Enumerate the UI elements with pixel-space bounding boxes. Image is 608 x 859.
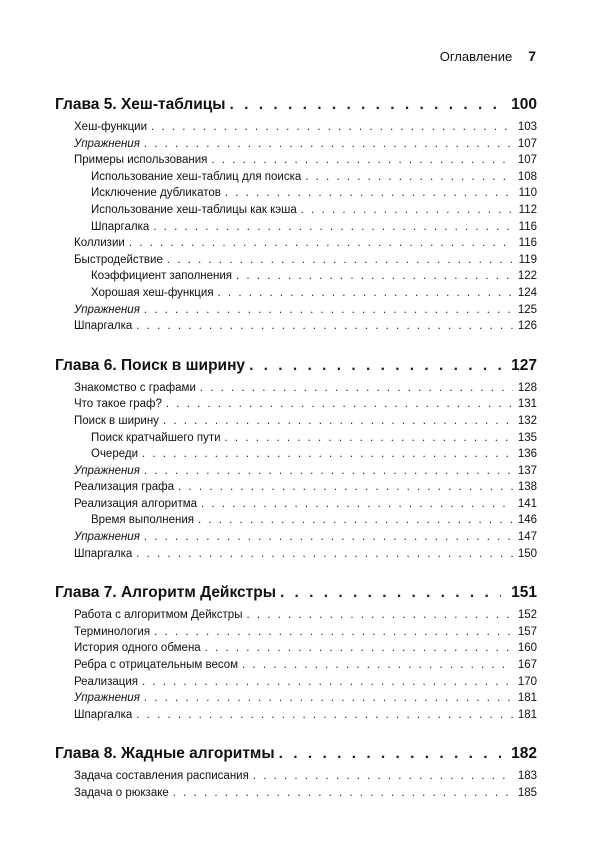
entry-page-number: 119 [518, 253, 537, 266]
toc-chapter [55, 582, 537, 723]
dot-leader [144, 529, 513, 546]
entry-page-number: 141 [517, 497, 537, 510]
dot-leader [236, 268, 513, 285]
toc-section-entry[interactable] [55, 529, 537, 546]
entry-page-number: 107 [517, 154, 537, 167]
toc-subsection-entry[interactable] [55, 285, 537, 302]
chapter-page-number: 127 [511, 356, 537, 374]
toc-section-entry[interactable] [55, 302, 537, 319]
entry-page-number: 136 [517, 448, 537, 461]
entry-page-number: 147 [517, 531, 537, 544]
entry-page-number: 146 [517, 514, 537, 527]
toc-section-entry[interactable] [55, 252, 537, 269]
entry-page-number: 103 [517, 121, 537, 133]
entry-title: Шпаргалка [74, 708, 133, 721]
entry-page-number: 152 [517, 609, 537, 622]
entry-page-number: 135 [517, 431, 537, 444]
entry-page-number: 181 [517, 692, 537, 705]
page-number: 7 [528, 48, 536, 64]
toc-subsection-entry[interactable] [55, 219, 537, 236]
toc-section-entry[interactable] [55, 396, 537, 413]
dot-leader [153, 219, 513, 236]
chapter-heading[interactable] [55, 582, 537, 604]
toc-section-entry[interactable] [55, 318, 537, 335]
entry-title: Поиск в ширину [74, 414, 159, 427]
entry-title: Шпаргалка [74, 320, 133, 333]
entry-page-number: 132 [517, 414, 537, 427]
toc-subsection-entry[interactable] [55, 446, 537, 463]
toc-section-entry[interactable] [55, 640, 537, 657]
entry-page-number: 150 [517, 547, 537, 560]
toc-subsection-entry[interactable] [55, 202, 537, 219]
entry-page-number: 110 [518, 187, 537, 200]
entry-title: Реализация алгоритма [74, 497, 198, 510]
entry-page-number: 131 [517, 398, 537, 411]
toc-subsection-entry[interactable] [55, 268, 537, 285]
dot-leader [166, 396, 513, 413]
entry-page-number: 116 [518, 237, 537, 250]
dot-leader [129, 235, 513, 252]
dot-leader [242, 657, 513, 674]
entry-page-number: 138 [517, 481, 537, 494]
entry-page-number: 185 [517, 787, 537, 799]
dot-leader [167, 252, 513, 269]
entry-page-number: 112 [518, 203, 537, 216]
chapter-page-number: 151 [511, 584, 537, 602]
entry-title: Коллизии [74, 237, 125, 250]
entry-title: Шпаргалка [91, 220, 150, 233]
entry-title: Реализация [74, 675, 138, 688]
running-header [440, 48, 536, 64]
entry-page-number: 116 [518, 220, 537, 233]
entry-title: Поиск кратчайшего пути [91, 431, 221, 444]
dot-leader [279, 743, 501, 765]
dot-leader [163, 413, 513, 430]
entry-title: Хеш-функции [74, 121, 148, 133]
toc-section-entry[interactable] [55, 707, 537, 724]
entry-title: Быстродействие [74, 253, 163, 266]
entry-title: Использование хеш-таблиц для поиска [91, 170, 302, 183]
chapter-page-number: 182 [511, 745, 537, 763]
toc-section-entry[interactable] [55, 413, 537, 430]
entry-page-number: 157 [517, 625, 537, 638]
entry-title: Работа с алгоритмом Дейкстры [74, 609, 243, 622]
entry-page-number: 181 [517, 708, 537, 721]
entry-page-number: 183 [517, 770, 537, 783]
dot-leader [136, 546, 513, 563]
dot-leader [154, 624, 513, 641]
toc-section-entry[interactable] [55, 546, 537, 563]
toc-subsection-entry[interactable] [55, 185, 537, 202]
entry-page-number: 124 [517, 286, 537, 299]
dot-leader [225, 430, 513, 447]
dot-leader [136, 318, 513, 335]
dot-leader [151, 119, 513, 136]
dot-leader [144, 136, 513, 153]
entry-title: Время выполнения [91, 514, 194, 527]
dot-leader [142, 674, 513, 691]
toc-section-entry[interactable] [55, 768, 537, 785]
dot-leader [249, 355, 501, 377]
entry-page-number: 128 [517, 381, 537, 394]
dot-leader [305, 169, 513, 186]
chapter-heading[interactable] [55, 94, 537, 116]
chapter-title: Глава 7. Алгоритм Дейкстры [55, 584, 276, 602]
toc-section-entry[interactable] [55, 690, 537, 707]
toc-section-entry[interactable] [55, 624, 537, 641]
dot-leader [301, 202, 513, 219]
entry-page-number: 107 [517, 137, 537, 150]
chapter-title: Глава 6. Поиск в ширину [55, 356, 246, 374]
entry-title: Ребра с отрицательным весом [74, 659, 239, 672]
entry-title: Терминология [74, 625, 151, 638]
entry-title: История одного обмена [74, 642, 201, 655]
dot-leader [211, 152, 513, 169]
section-title: Оглавление [439, 49, 513, 64]
dot-leader [144, 690, 513, 707]
entry-title: Упражнения [74, 137, 140, 150]
chapter-title: Глава 5. Хеш-таблицы [55, 96, 226, 113]
dot-leader [230, 94, 501, 116]
entry-title: Реализация графа [74, 481, 175, 494]
dot-leader [144, 463, 513, 480]
entry-title: Использование хеш-таблицы как кэша [91, 203, 297, 216]
entry-title: Примеры использования [74, 154, 208, 167]
entry-title: Упражнения [74, 692, 140, 705]
entry-page-number: 137 [517, 464, 537, 477]
entry-title: Коэффициент заполнения [91, 270, 233, 283]
toc-chapter [55, 355, 537, 563]
toc-section-entry[interactable] [55, 235, 537, 252]
entry-title: Упражнения [74, 303, 140, 316]
dot-leader [246, 607, 513, 624]
toc-section-entry[interactable] [55, 152, 537, 169]
toc-chapter [55, 94, 537, 335]
toc-section-entry[interactable] [55, 136, 537, 153]
entry-title: Задача составления расписания [74, 770, 249, 783]
dot-leader [201, 496, 513, 513]
entry-page-number: 108 [517, 170, 537, 183]
toc-section-entry[interactable] [55, 607, 537, 624]
entry-title: Хорошая хеш-функция [91, 286, 214, 299]
toc-section-entry[interactable] [55, 785, 537, 802]
entry-page-number: 160 [517, 642, 537, 655]
toc-subsection-entry[interactable] [55, 512, 537, 529]
chapter-page-number: 100 [511, 96, 537, 113]
dot-leader [200, 380, 513, 397]
toc-chapter [55, 743, 537, 801]
toc-section-entry[interactable] [55, 674, 537, 691]
dot-leader [198, 512, 513, 529]
entry-title: Очереди [91, 448, 139, 461]
toc-section-entry[interactable] [55, 657, 537, 674]
entry-page-number: 125 [517, 303, 537, 316]
toc-subsection-entry[interactable] [55, 430, 537, 447]
entry-title: Исключение дубликатов [91, 187, 221, 200]
dot-leader [144, 302, 513, 319]
entry-page-number: 126 [517, 320, 537, 333]
dot-leader [142, 446, 513, 463]
dot-leader [178, 479, 513, 496]
dot-leader [205, 640, 513, 657]
entry-page-number: 170 [517, 675, 537, 688]
toc-section-entry[interactable] [55, 463, 537, 480]
dot-leader [280, 582, 501, 604]
dot-leader [173, 785, 513, 802]
toc-subsection-entry[interactable] [55, 169, 537, 186]
entry-title: Знакомство с графами [74, 381, 196, 394]
dot-leader [136, 707, 513, 724]
entry-title: Упражнения [74, 464, 140, 477]
entry-page-number: 122 [517, 270, 537, 283]
chapter-title: Глава 8. Жадные алгоритмы [55, 745, 275, 763]
dot-leader [218, 285, 513, 302]
entry-title: Что такое граф? [74, 398, 162, 411]
toc-section-entry[interactable] [55, 380, 537, 397]
chapter-heading[interactable] [55, 355, 537, 377]
toc-section-entry[interactable] [55, 119, 537, 136]
entry-title: Задача о рюкзаке [74, 787, 169, 799]
dot-leader [253, 768, 513, 785]
chapter-heading[interactable] [55, 743, 537, 765]
toc-section-entry[interactable] [55, 496, 537, 513]
entry-title: Шпаргалка [74, 547, 133, 560]
dot-leader [225, 185, 513, 202]
toc-section-entry[interactable] [55, 479, 537, 496]
table-of-contents [55, 94, 537, 822]
entry-page-number: 167 [517, 659, 537, 672]
entry-title: Упражнения [74, 531, 140, 544]
